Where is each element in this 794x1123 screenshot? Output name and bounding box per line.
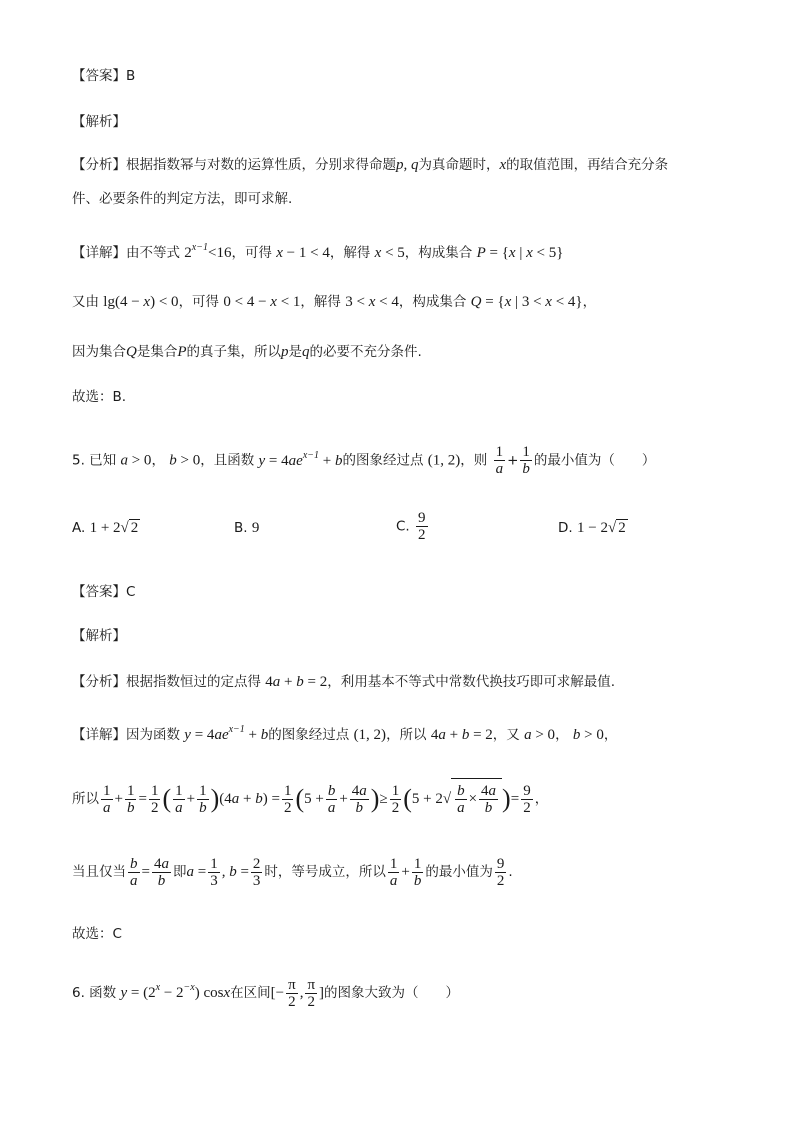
xiangjie-line-3-q5: 当且仅当 $\frac{b}{a}$ = $\frac{4a}{b}$ 即a = $\frac{1}{3}$ , b = $\frac{2}{3}$ 时，等号成立，所以 $\frac{1}{a}$ + $\frac{1}{b}$ 的最小值为 $\frac{9}{2}$ . [72, 855, 513, 889]
math-expr: P = {x | x < 5} [476, 245, 564, 261]
fenxi-line-1-q4: 【分析】根据指数幂与对数的运算性质，分别求得命题p, q为真命题时，x的取值范围，再结合充分条 [72, 157, 669, 173]
q5-stem: 5. 已知 a > 0， b > 0，且函数 $y = 4ae^{x-1} + b$的图象经过点 (1, 2)，则 $\frac{1}{a}$ + $\frac{1}{b}$ 的最小值为（ ） [72, 444, 656, 477]
xiangjie-line-1-q5: 【详解】因为函数 $y = 4ae^{x-1} + b$的图象经过点 (1, 2)，所以 4a + b = 2，又 a > 0， b > 0， [72, 724, 618, 743]
math-expr: 3 < x < 4 [345, 294, 399, 310]
math-expr: x < 5 [374, 245, 405, 261]
math-expr: x − 1 < 4 [276, 245, 330, 261]
fenxi-line-2-q4: 件、必要条件的判定方法，即可求解. [72, 191, 293, 207]
xiangjie-line-1-q4: 【详解】由不等式 $2^{x-1}<16$，可得 x − 1 < 4，解得 x < 5，构成集合 P = {x | x < 5} [72, 242, 564, 261]
math-expr: Q = {x | 3 < x < 4} [470, 294, 583, 310]
jiexi-label-q4: 【解析】 [72, 114, 126, 130]
guxuan-q5: 故选：C [72, 926, 122, 942]
math-expr: $2^{x-1}<16$ [184, 242, 232, 261]
answer-line-q4 [72, 66, 135, 86]
option-b[interactable]: B. 9 [234, 520, 260, 536]
fenxi-label: 【分析】 [72, 674, 126, 690]
option-a[interactable]: A. 1 + 2√ 2 [72, 520, 139, 536]
option-c[interactable]: C. $\frac{9}{2}$ [396, 510, 426, 543]
fenxi-label: 【分析】 [72, 157, 126, 173]
jiexi-label-q5: 【解析】 [72, 628, 126, 644]
math-expr: 0 < 4 − x < 1 [223, 294, 301, 310]
guxuan-q4: 故选：B. [72, 389, 127, 405]
answer-label: 【答案】 [72, 584, 126, 600]
fenxi-line-q5: 【分析】根据指数恒过的定点得 4a + b = 2，利用基本不等式中常数代换技巧即可求解最值. [72, 674, 616, 690]
answer-label: 【答案】 [72, 68, 126, 84]
xiangjie-label: 【详解】 [72, 727, 126, 743]
xiangjie-line-3-q4: 因为集合Q是集合P的真子集，所以p是q的必要不充分条件. [72, 344, 422, 360]
option-d[interactable]: D. 1 − 2√ 2 [558, 520, 626, 536]
q6-stem: 6. 函数 $y = (2^x - 2^{-x})$ cosx在区间[− $\frac{\pi}{2}$ , $\frac{\pi}{2}$ ]的图象大致为（ ） [72, 976, 460, 1010]
answer-value: C [126, 584, 136, 600]
answer-line-q5 [72, 582, 135, 602]
xiangjie-label: 【详解】 [72, 245, 126, 261]
answer-value: B [126, 68, 136, 84]
xiangjie-line-2-q4: 又由 lg(4 − x) < 0，可得 0 < 4 − x < 1，解得 3 < x < 4，构成集合 Q = {x | 3 < x < 4}， [72, 294, 597, 310]
math-expr: lg(4 − x) < 0 [103, 294, 179, 310]
xiangjie-line-2-q5: 所以 $\frac{1}{a}$ + $\frac{1}{b}$ = $\frac{1}{2}$ ( $\frac{1}{a}$ + $\frac{1}{b}$ )(4a + b) = $\frac{1}{2}$ (5 + $\frac{b}{a}$ + $\frac{4a}{b}$ )≥ $\frac{1}{2}$ (5 + 2√ $\frac{b}{a}$ × $\frac{4a}{b}$ )= $\frac{9}{2}$ ， [72, 778, 548, 819]
